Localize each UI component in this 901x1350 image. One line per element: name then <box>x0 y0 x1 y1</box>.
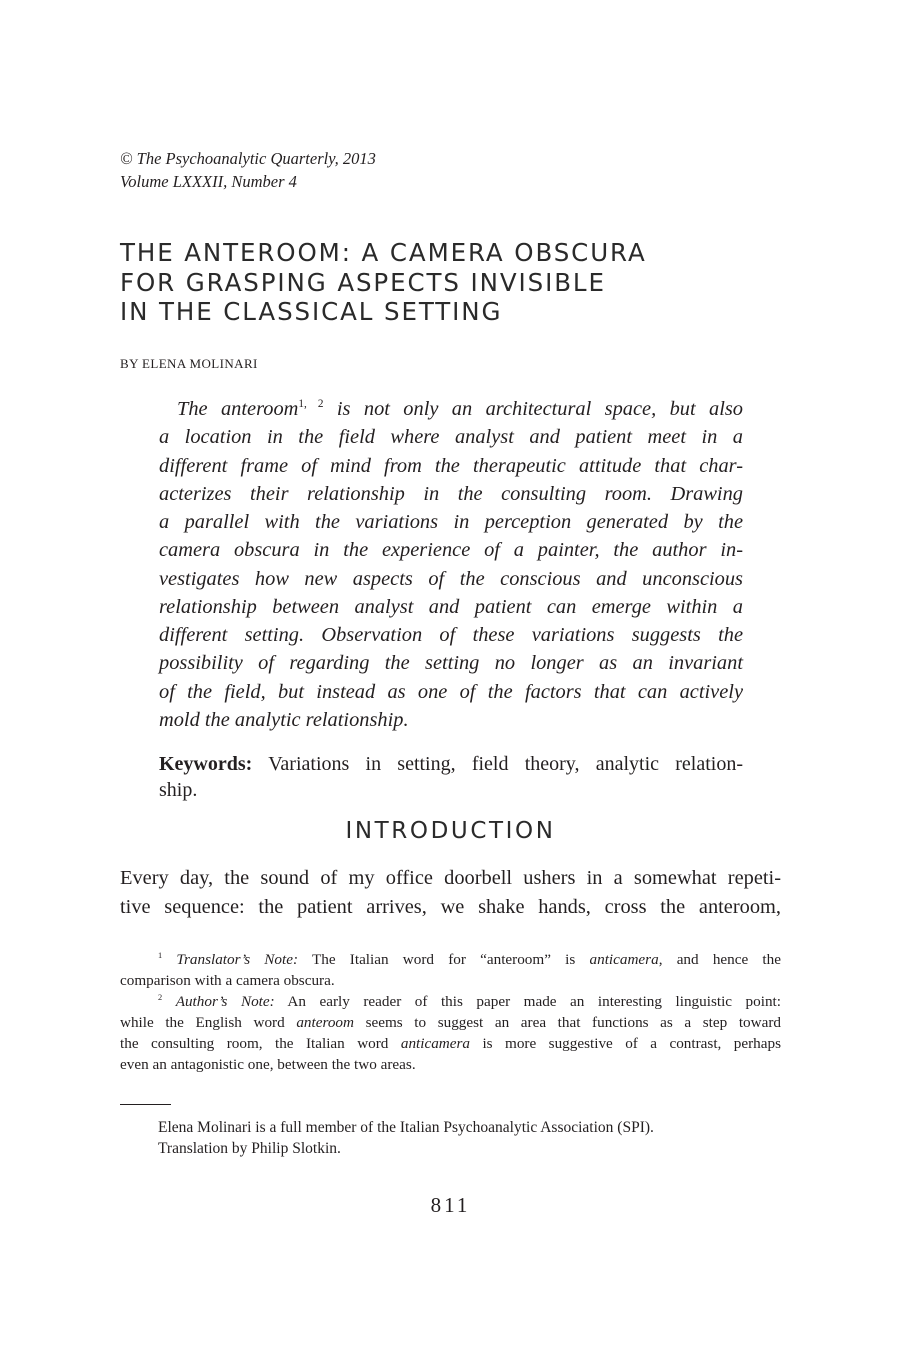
keywords-line <box>159 751 743 777</box>
footnote-2 <box>120 991 781 1012</box>
footnote-text: The Italian word for “anteroom” is <box>298 951 590 968</box>
abstract-line: different setting. Observation of these variations suggests the <box>159 624 743 646</box>
footnote-text: while the English word <box>120 1014 297 1031</box>
footnote-1-cont: comparison with a camera obscura. <box>120 972 335 989</box>
footnote-term: anteroom <box>296 1014 354 1031</box>
abstract-line: vestigates how new aspects of the conscious and unconscious <box>159 567 743 590</box>
footnote-2-cont <box>120 1033 781 1054</box>
abstract-text: The anteroom <box>177 398 299 420</box>
footnote-divider <box>120 1104 171 1105</box>
footnote-ref: 1, 2 <box>298 398 324 411</box>
article-title <box>120 238 760 327</box>
abstract-text: is not only an architectural space, but also <box>323 398 743 420</box>
abstract-line: a location in the field where analyst and patient meet in a <box>159 426 743 449</box>
copyright-line: © The Psychoanalytic Quarterly, 2013 <box>120 149 376 168</box>
footnote-text: An early reader of this paper made an interesting linguistic point: <box>274 993 781 1010</box>
author-note-line: Translation by Philip Slotkin. <box>158 1140 341 1157</box>
footnote-marker: 2 <box>158 993 163 1003</box>
abstract <box>159 395 743 734</box>
footnote-term: anticamera <box>589 951 659 968</box>
title-line: THE ANTEROOM: A CAMERA OBSCURA <box>120 238 647 267</box>
footnote-marker: 1 <box>158 951 163 961</box>
footnote-label: Author’s Note: <box>175 993 275 1010</box>
author-byline: BY ELENA MOLINARI <box>120 356 258 371</box>
title-line: FOR GRASPING ASPECTS INVISIBLE <box>120 267 606 297</box>
body-line: Every day, the sound of my office doorbell ushers in a somewhat repeti- <box>120 867 781 889</box>
abstract-line: relationship between analyst and patient can emerge within a <box>159 595 743 618</box>
footnote-label: Translator’s Note: <box>176 951 299 968</box>
abstract-line: a parallel with the variations in perception generated by the <box>159 511 743 533</box>
abstract-line: mold the analytic relationship. <box>159 708 409 731</box>
footnote-text: is more suggestive of a contrast, perhaps <box>470 1035 782 1052</box>
author-note <box>158 1117 781 1159</box>
journal-header <box>120 147 376 193</box>
footnote-term: anticamera <box>400 1035 471 1052</box>
title-line: IN THE CLASSICAL SETTING <box>120 297 503 326</box>
section-heading: INTRODUCTION <box>345 818 556 844</box>
body-line: tive sequence: the patient arrives, we shake hands, cross the anteroom, <box>120 895 781 918</box>
footnote-text: , and hence the <box>658 951 781 968</box>
keywords-line: ship. <box>159 779 198 801</box>
footnote-text: seems to suggest an area that functions as a step toward <box>353 1014 782 1031</box>
footnote-2-cont: even an antagonistic one, between the two areas. <box>120 1056 416 1073</box>
body-text <box>120 864 781 921</box>
abstract-line: of the field, but instead as one of the factors that can actively <box>159 680 743 703</box>
abstract-line: camera obscura in the experience of a painter, the author in- <box>159 539 743 562</box>
abstract-line: possibility of regarding the setting no longer as an invariant <box>159 652 743 675</box>
keywords-text: Variations in setting, field theory, analytic relation- <box>252 753 743 775</box>
footnote-2-cont <box>120 1012 781 1033</box>
footnote-text: the consulting room, the Italian word <box>120 1035 401 1052</box>
volume-line: Volume LXXXII, Number 4 <box>120 172 297 191</box>
abstract-line: different frame of mind from the therapeutic attitude that char- <box>159 454 743 477</box>
abstract-line: acterizes their relationship in the consulting room. Drawing <box>159 482 743 505</box>
footnote-1 <box>120 949 781 970</box>
abstract-line <box>159 395 743 423</box>
keywords <box>159 751 743 803</box>
keywords-label: Keywords: <box>159 753 253 775</box>
footnotes <box>120 949 781 1075</box>
page-number: 811 <box>430 1193 471 1217</box>
author-note-line: Elena Molinari is a full member of the Italian Psychoanalytic Association (SPI). <box>158 1119 654 1136</box>
